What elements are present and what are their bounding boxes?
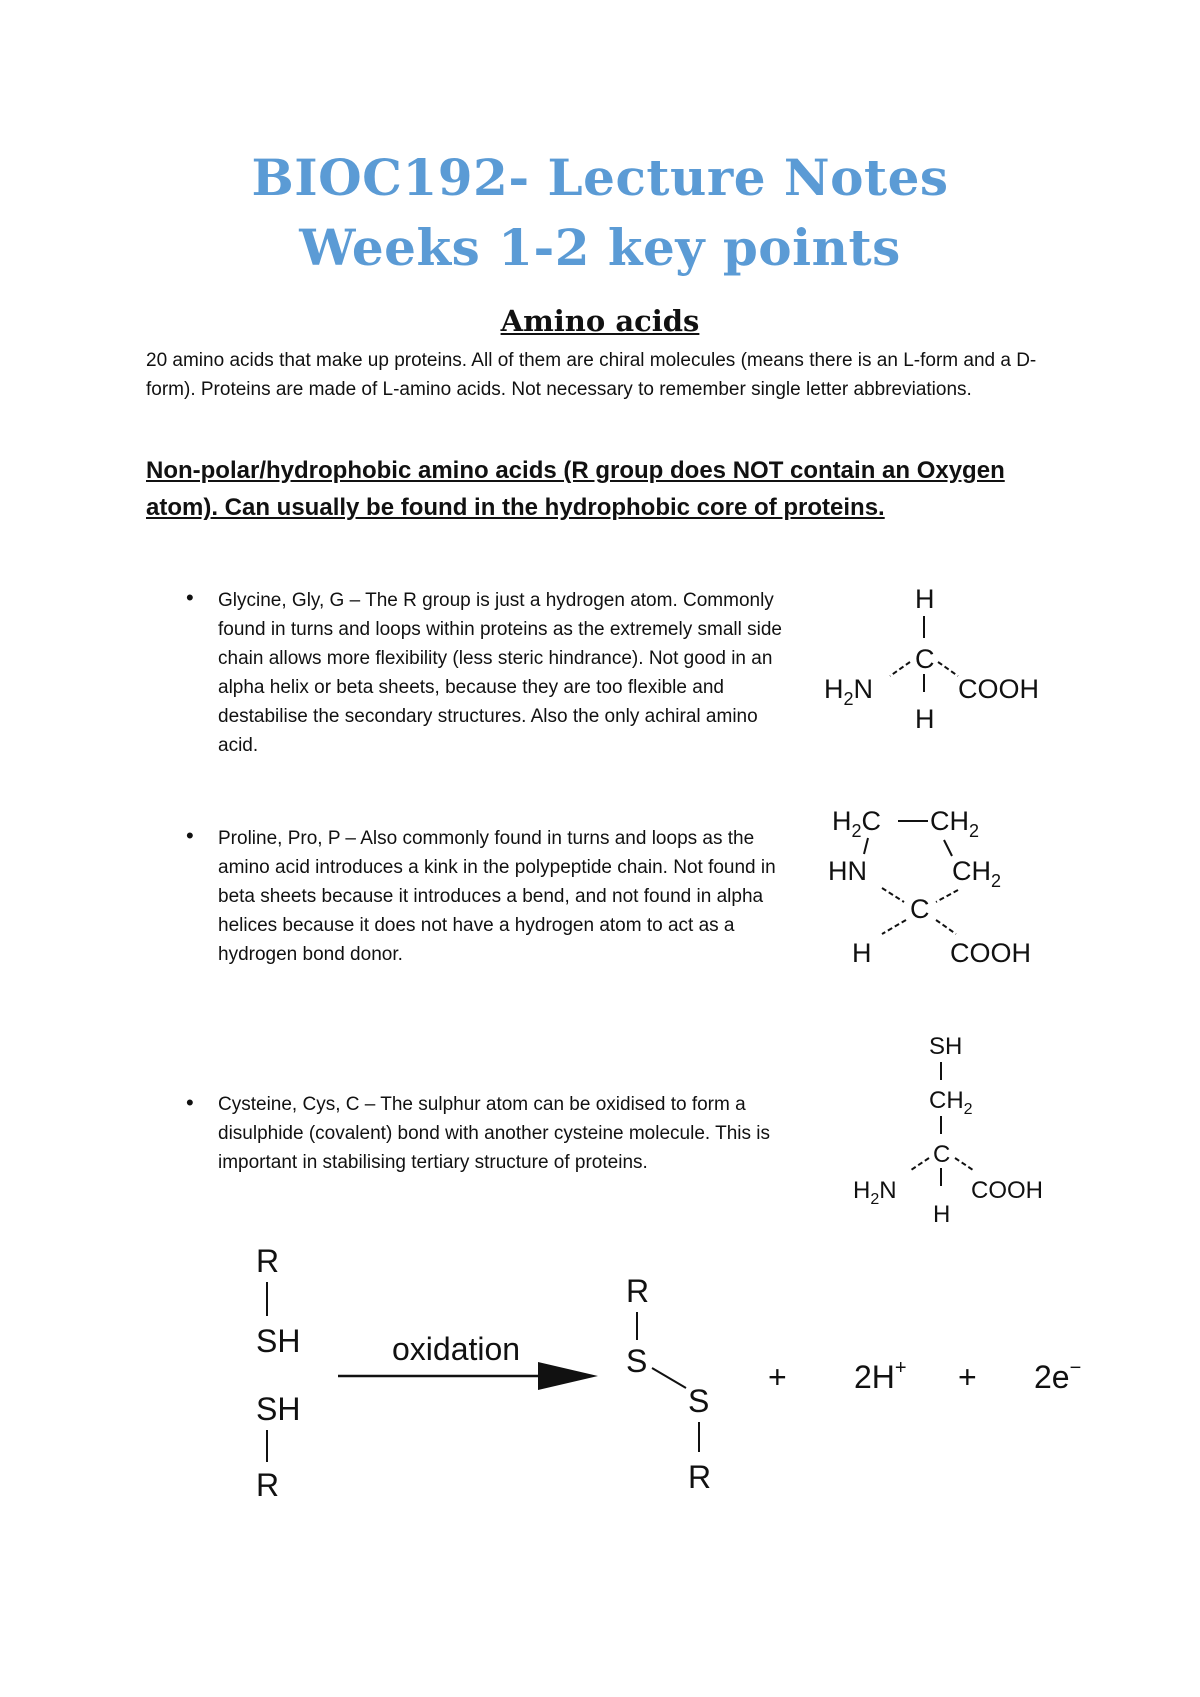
subsection-heading: Non-polar/hydrophobic amino acids (R group does NOT contain an Oxygen atom). Can usually be found in the hydrophobic core of proteins. [146, 457, 1005, 521]
svg-text:H2C: $H_2C$ [832, 806, 882, 841]
page-title-line1: BIOC192- Lecture Notes [251, 148, 949, 207]
bullet-marker: • [186, 1090, 194, 1115]
proline-structure [820, 800, 1060, 975]
svg-text:H: H [933, 1201, 951, 1228]
svg-text:C: C [915, 644, 935, 674]
cysteine-structure [845, 1030, 1065, 1230]
svg-text:CH2: $CH_2$ [930, 806, 980, 841]
svg-text:S: S [626, 1343, 648, 1379]
svg-text:COOH: COOH [950, 938, 1031, 968]
svg-text:H: H [915, 584, 935, 614]
svg-text:SH: SH [929, 1033, 963, 1060]
svg-text:R: R [256, 1467, 280, 1503]
svg-text:2H+: 2H+ [854, 1357, 907, 1395]
cysteine-text: Cysteine, Cys, C – The sulphur atom can be oxidised to form a disulphide (covalent) bond with another cysteine molecule. This is important in stabilising tertiary structure of proteins. [218, 1094, 771, 1173]
svg-text:R: R [688, 1459, 712, 1495]
glycine-structure [820, 580, 1060, 740]
svg-text:HN: HN [828, 856, 867, 886]
svg-text:oxidation: oxidation [392, 1331, 521, 1367]
svg-text:CH2: $CH_2$ [929, 1087, 973, 1118]
svg-text:+: + [768, 1359, 787, 1395]
svg-text:H: H [915, 704, 935, 734]
svg-text:2e−: 2e− [1034, 1357, 1082, 1395]
intro-paragraph: 20 amino acids that make up proteins. All of them are chiral molecules (means there is an L-form and a D-form). Proteins are made of L-amino acids. Not necessary to remember single letter abbreviations. [146, 350, 1037, 400]
disulphide-reaction [220, 1240, 1120, 1520]
svg-text:H2N: $H_2N$ [853, 1177, 897, 1208]
svg-text:SH: SH [256, 1391, 301, 1427]
svg-text:COOH: COOH [971, 1177, 1043, 1204]
section-heading: Amino acids [500, 304, 700, 338]
glycine-text: Glycine, Gly, G – The R group is just a hydrogen atom. Commonly found in turns and loops within proteins as the extremely small side chain allows more flexibility (less steric hindrance). Not good in an alpha helix or beta sheets, because they are too flexible and destabilise the secondary structures. Also the only achiral amino acid. [218, 590, 782, 756]
bullet-marker: • [186, 823, 194, 848]
proline-text: Proline, Pro, P – Also commonly found in turns and loops as the amino acid introduces a kink in the polypeptide chain. Not found in beta sheets because it introduces a bend, and not found in alpha helices because it does not have a hydrogen atom to act as a hydrogen bond donor. [218, 828, 776, 965]
svg-text:+: + [958, 1359, 977, 1395]
svg-text:SH: SH [256, 1323, 301, 1359]
svg-text:C: C [933, 1141, 951, 1168]
svg-text:R: R [626, 1273, 650, 1309]
svg-text:R: R [256, 1243, 280, 1279]
svg-text:CH2: $CH_2$ [952, 856, 1002, 891]
svg-text:H2N: $H_2N$ [824, 674, 874, 709]
svg-text:H: H [852, 938, 872, 968]
svg-text:C: C [910, 894, 930, 924]
svg-text:COOH: COOH [958, 674, 1039, 704]
bullet-marker: • [186, 585, 194, 610]
page-title-line2: Weeks 1-2 key points [299, 218, 901, 277]
svg-text:S: S [688, 1383, 710, 1419]
